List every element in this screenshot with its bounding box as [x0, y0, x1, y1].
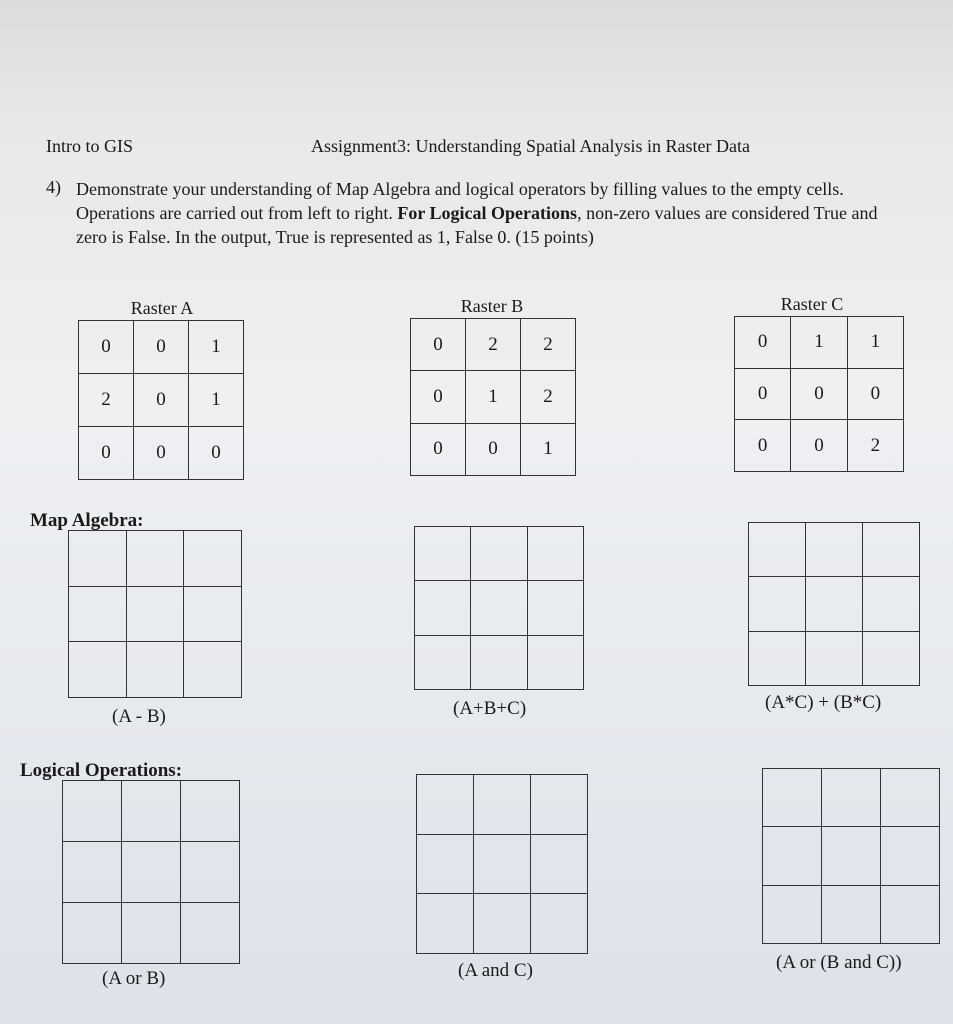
raster-a-cell: 1 [189, 321, 244, 374]
answer-cell[interactable] [881, 827, 940, 885]
caption-a-minus-b: (A - B) [112, 706, 166, 727]
raster-b-cell: 2 [521, 319, 576, 371]
raster-b-cell: 2 [466, 319, 521, 371]
answer-cell[interactable] [415, 581, 471, 635]
raster-c-cell: 0 [735, 420, 791, 472]
answer-cell[interactable] [527, 635, 583, 689]
answer-cell[interactable] [417, 894, 474, 954]
raster-c-cell: 1 [791, 317, 847, 369]
question-text-part1: Demonstrate your understanding of Map Algebra and logical operators by filling values to the empty cells. Operations are carried out from left to right. [76, 179, 844, 223]
raster-b-label: Raster B [460, 296, 524, 316]
answer-cell[interactable] [531, 894, 588, 954]
logical-operations-title: Logical Operations: [20, 760, 183, 781]
answer-cell[interactable] [417, 775, 474, 835]
answer-cell[interactable] [122, 903, 181, 964]
question-text [76, 177, 896, 249]
answer-cell[interactable] [126, 642, 184, 698]
answer-cell[interactable] [749, 631, 806, 685]
answer-cell[interactable] [126, 586, 184, 642]
raster-b-cell: 0 [411, 319, 466, 371]
answer-cell[interactable] [806, 523, 863, 577]
answer-grid-a-and-c [416, 774, 588, 954]
raster-c-grid [734, 316, 904, 472]
raster-a-cell: 0 [79, 427, 134, 480]
raster-c-cell: 1 [847, 317, 903, 369]
answer-cell[interactable] [806, 631, 863, 685]
answer-cell[interactable] [471, 635, 527, 689]
raster-b-grid [410, 318, 576, 476]
raster-a-cell: 0 [134, 321, 189, 374]
answer-cell[interactable] [474, 894, 531, 954]
raster-a-cell: 2 [79, 374, 134, 427]
answer-cell[interactable] [806, 577, 863, 631]
answer-cell[interactable] [69, 531, 127, 587]
caption-ac-plus-bc: (A*C) + (B*C) [765, 692, 882, 713]
answer-cell[interactable] [181, 781, 240, 842]
answer-cell[interactable] [822, 885, 881, 943]
answer-cell[interactable] [527, 527, 583, 581]
answer-cell[interactable] [474, 834, 531, 894]
answer-cell[interactable] [63, 842, 122, 903]
answer-cell[interactable] [763, 769, 822, 827]
caption-a-and-c: (A and C) [458, 960, 533, 981]
header-assignment-title: Assignment3: Understanding Spatial Analysis in Raster Data [311, 136, 750, 156]
raster-c-cell: 0 [791, 420, 847, 472]
answer-cell[interactable] [863, 631, 920, 685]
answer-cell[interactable] [749, 577, 806, 631]
answer-grid-a-minus-b [68, 530, 242, 698]
raster-b-cell: 1 [466, 371, 521, 423]
answer-cell[interactable] [822, 769, 881, 827]
raster-b-cell: 0 [411, 423, 466, 475]
raster-b-cell: 0 [411, 371, 466, 423]
raster-c-cell: 0 [847, 368, 903, 420]
raster-c-cell: 2 [847, 420, 903, 472]
answer-cell[interactable] [474, 775, 531, 835]
header-course: Intro to GIS [46, 136, 133, 156]
raster-b-cell: 0 [466, 423, 521, 475]
raster-b-cell: 2 [521, 371, 576, 423]
raster-a-cell: 1 [189, 374, 244, 427]
answer-cell[interactable] [69, 642, 127, 698]
raster-c-label: Raster C [780, 294, 844, 314]
answer-cell[interactable] [863, 577, 920, 631]
answer-cell[interactable] [531, 834, 588, 894]
answer-cell[interactable] [417, 834, 474, 894]
answer-cell[interactable] [749, 523, 806, 577]
raster-a-grid [78, 320, 244, 480]
raster-c-cell: 0 [791, 368, 847, 420]
raster-a-cell: 0 [189, 427, 244, 480]
answer-cell[interactable] [184, 642, 242, 698]
answer-cell[interactable] [184, 531, 242, 587]
answer-grid-ac-plus-bc [748, 522, 920, 686]
answer-cell[interactable] [184, 586, 242, 642]
question-text-bold: For Logical Operations [397, 203, 578, 223]
answer-cell[interactable] [63, 781, 122, 842]
map-algebra-title: Map Algebra: [30, 510, 144, 531]
raster-c-cell: 0 [735, 317, 791, 369]
answer-cell[interactable] [415, 527, 471, 581]
answer-grid-a-plus-b-plus-c [414, 526, 584, 690]
answer-cell[interactable] [181, 903, 240, 964]
answer-cell[interactable] [415, 635, 471, 689]
answer-cell[interactable] [881, 769, 940, 827]
question-text-part2: , non-zero values are considered True and zero is False. In the output, True is represented as 1, False 0. (15 points) [76, 203, 878, 247]
answer-cell[interactable] [863, 523, 920, 577]
answer-cell[interactable] [122, 781, 181, 842]
answer-cell[interactable] [122, 842, 181, 903]
answer-cell[interactable] [63, 903, 122, 964]
answer-cell[interactable] [763, 885, 822, 943]
answer-grid-a-or-b-and-c [762, 768, 940, 944]
raster-c-cell: 0 [735, 368, 791, 420]
raster-a-cell: 0 [134, 427, 189, 480]
raster-a-cell: 0 [134, 374, 189, 427]
raster-a-cell: 0 [79, 321, 134, 374]
answer-cell[interactable] [881, 885, 940, 943]
answer-cell[interactable] [531, 775, 588, 835]
answer-cell[interactable] [126, 531, 184, 587]
answer-cell[interactable] [69, 586, 127, 642]
answer-grid-a-or-b [62, 780, 240, 964]
answer-cell[interactable] [822, 827, 881, 885]
caption-a-or-b: (A or B) [102, 968, 166, 989]
answer-cell[interactable] [471, 527, 527, 581]
answer-cell[interactable] [527, 581, 583, 635]
answer-cell[interactable] [181, 842, 240, 903]
raster-a-label: Raster A [130, 298, 194, 318]
caption-a-plus-b-plus-c: (A+B+C) [453, 698, 527, 719]
question-number: 4) [46, 177, 61, 197]
answer-cell[interactable] [763, 827, 822, 885]
caption-a-or-b-and-c: (A or (B and C)) [776, 952, 902, 973]
raster-b-cell: 1 [521, 423, 576, 475]
answer-cell[interactable] [471, 581, 527, 635]
